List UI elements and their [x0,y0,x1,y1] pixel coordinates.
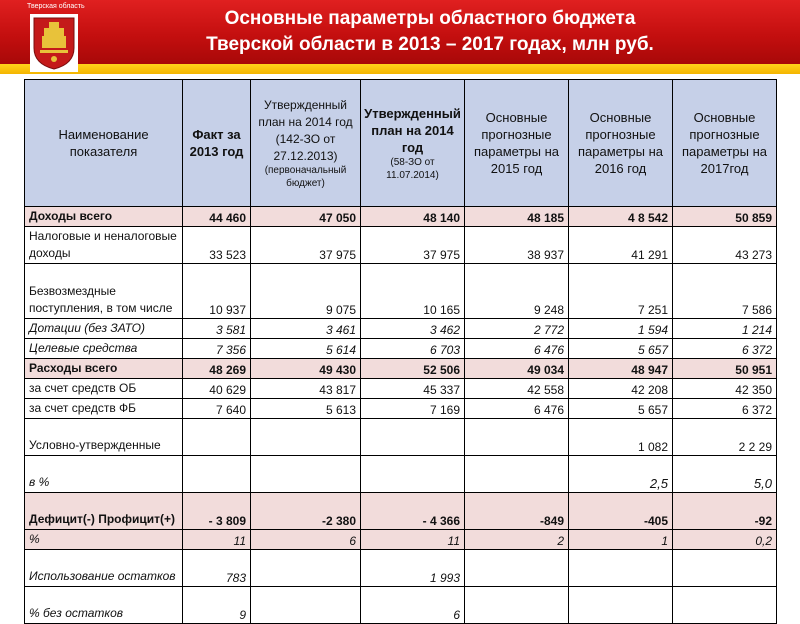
table-cell: 10 165 [361,264,465,319]
budget-table [24,79,777,624]
table-cell: 49 430 [251,359,361,379]
table-row-subsidies [25,319,777,339]
table-cell: 7 586 [673,264,777,319]
table-cell: -849 [465,493,569,530]
row-label: Условно-утвержденные [25,419,183,456]
table-cell: 1 214 [673,319,777,339]
table-cell: 49 034 [465,359,569,379]
table-cell: 44 460 [183,207,251,227]
table-cell [465,419,569,456]
header-plan-2014-main: Утвержденный план на 2014 год [364,105,461,155]
header-fact-2013: Факт за 2013 год [183,80,251,207]
table-cell [361,456,465,493]
title-line-1: Основные параметры областного бюджета [224,8,636,29]
table-cell: 48 140 [361,207,465,227]
table-cell: 37 975 [251,227,361,264]
table-row-deficit [25,493,777,530]
table-cell: 1 993 [361,550,465,587]
table-cell: 6 372 [673,399,777,419]
table-cell: 40 629 [183,379,251,399]
table-cell: 5 657 [569,339,673,359]
table-cell: 5 614 [251,339,361,359]
table-cell: 7 640 [183,399,251,419]
table-cell: 11 [183,530,251,550]
row-label: Дотации (без ЗАТО) [25,319,183,339]
header-plan-2014-initial-note: (первоначальный бюджет) [264,165,347,189]
row-label: Доходы всего [25,207,183,227]
table-cell [251,456,361,493]
table-cell [569,587,673,624]
header-forecast-2015: Основные прогнозные параметры на 2015 год [465,80,569,207]
table-cell: 47 050 [251,207,361,227]
table-row-deficit-percent [25,530,777,550]
budget-table-container [24,79,776,622]
table-cell [183,456,251,493]
header-plan-2014-law: (58-ЗО от 11.07.2014) [386,156,439,181]
table-cell: - 3 809 [183,493,251,530]
table-cell: 4 8 542 [569,207,673,227]
table-row-gratuitous-receipts [25,264,777,319]
table-cell [251,587,361,624]
table-row-income-total [25,207,777,227]
table-cell: 6 476 [465,399,569,419]
table-cell: 10 937 [183,264,251,319]
table-cell: 5 657 [569,399,673,419]
row-label: за счет средств ОБ [25,379,183,399]
table-cell: 9 248 [465,264,569,319]
table-cell: 2,5 [569,456,673,493]
header-forecast-2016: Основные прогнозные параметры на 2016 год [569,80,673,207]
table-cell: 50 951 [673,359,777,379]
table-cell: 0,2 [673,530,777,550]
table-row-tax-income [25,227,777,264]
row-label: Расходы всего [25,359,183,379]
table-cell: 1 594 [569,319,673,339]
table-cell: 33 523 [183,227,251,264]
table-cell: 7 169 [361,399,465,419]
table-cell: 37 975 [361,227,465,264]
table-cell: 11 [361,530,465,550]
row-label: Использование остатков [25,550,183,587]
table-cell: 9 [183,587,251,624]
row-label: % [25,530,183,550]
table-cell: 42 208 [569,379,673,399]
table-header-row [25,80,777,207]
row-label: Целевые средства [25,339,183,359]
page-title [150,6,710,58]
table-cell: 6 [251,530,361,550]
table-cell: 3 581 [183,319,251,339]
table-cell: 45 337 [361,379,465,399]
table-cell [673,587,777,624]
header-plan-2014-initial [251,80,361,207]
table-cell [251,550,361,587]
table-row-percent [25,456,777,493]
table-cell: 48 947 [569,359,673,379]
table-row-federal-budget [25,399,777,419]
table-cell [673,550,777,587]
table-row-conditionally-approved [25,419,777,456]
table-cell: -405 [569,493,673,530]
table-cell: 48 185 [465,207,569,227]
row-label: Безвозмездные поступления, в том числе [25,264,183,319]
table-cell: 7 251 [569,264,673,319]
table-cell [569,550,673,587]
table-cell: 2 2 29 [673,419,777,456]
table-cell [251,419,361,456]
row-label: Дефицит(-) Профицит(+) [25,493,183,530]
table-row-expenses-total [25,359,777,379]
table-cell: 1 [569,530,673,550]
table-cell: - 4 366 [361,493,465,530]
row-label: за счет средств ФБ [25,399,183,419]
row-label: Налоговые и неналоговые доходы [25,227,183,264]
table-cell: 38 937 [465,227,569,264]
table-cell: 6 372 [673,339,777,359]
header-forecast-2017: Основные прогнозные параметры на 2017год [673,80,777,207]
header-name: Наименование показателя [25,80,183,207]
coat-of-arms-icon [30,14,78,72]
table-cell [465,550,569,587]
table-cell: 2 772 [465,319,569,339]
table-cell: 5 613 [251,399,361,419]
table-cell [361,419,465,456]
table-cell: 783 [183,550,251,587]
table-cell: 43 817 [251,379,361,399]
table-cell: 3 462 [361,319,465,339]
table-cell [183,419,251,456]
table-row-targeted-funds [25,339,777,359]
table-cell: 43 273 [673,227,777,264]
table-cell: -2 380 [251,493,361,530]
table-cell: 1 082 [569,419,673,456]
table-cell: 5,0 [673,456,777,493]
table-cell: 52 506 [361,359,465,379]
table-cell [465,456,569,493]
table-cell: -92 [673,493,777,530]
header-plan-2014-initial-law: (142-ЗО от 27.12.2013) [273,132,338,163]
table-cell: 7 356 [183,339,251,359]
table-cell: 41 291 [569,227,673,264]
table-row-regional-budget [25,379,777,399]
table-cell: 6 476 [465,339,569,359]
table-cell: 42 558 [465,379,569,399]
table-row-percent-without-balance [25,587,777,624]
title-line-2: Тверской области в 2013 – 2017 годах, млн руб. [206,34,654,55]
table-cell [465,587,569,624]
region-label: Тверская область [27,3,85,10]
table-cell: 3 461 [251,319,361,339]
row-label: % без остатков [25,587,183,624]
table-cell: 48 269 [183,359,251,379]
table-cell: 2 [465,530,569,550]
header-stripe [0,64,800,74]
header-plan-2014 [361,80,465,207]
table-cell: 50 859 [673,207,777,227]
header-plan-2014-initial-main: Утвержденный план на 2014 год [258,98,353,129]
table-row-balance-use [25,550,777,587]
table-cell: 6 703 [361,339,465,359]
table-cell: 9 075 [251,264,361,319]
table-cell: 42 350 [673,379,777,399]
row-label: в % [25,456,183,493]
table-cell: 6 [361,587,465,624]
